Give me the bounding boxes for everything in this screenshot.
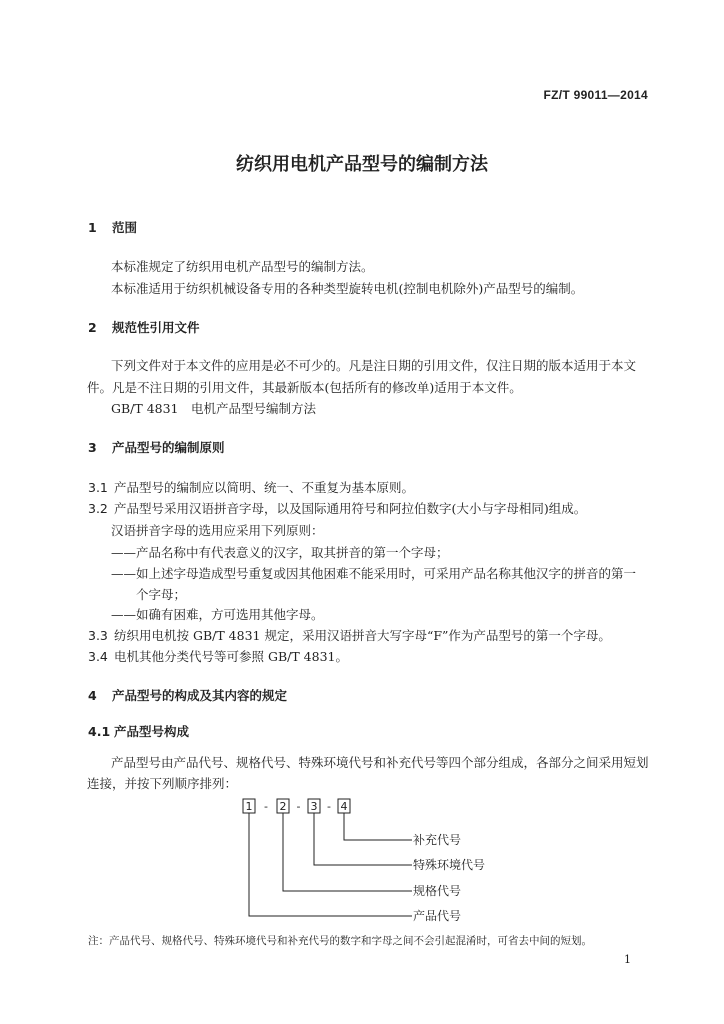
diagram-label-supplementary: 补充代号 — [413, 833, 462, 847]
section-title: 产品型号的编制原则 — [112, 440, 225, 455]
box-label: 3 — [310, 800, 318, 813]
section-number: 3 — [88, 440, 97, 455]
paragraph-line: 件。凡是不注日期的引用文件，其最新版本(包括所有的修改单)适用于本文件。 — [87, 380, 522, 395]
dash-item: ——产品名称中有代表意义的汉字，取其拼音的第一个字母； — [111, 545, 449, 560]
section-title: 产品型号的构成及其内容的规定 — [112, 688, 288, 703]
reference-item: GB/T 4831 电机产品型号编制方法 — [111, 401, 317, 416]
page-title: 纺织用电机产品型号的编制方法 — [236, 154, 488, 175]
box-label: 2 — [279, 800, 287, 813]
section-number: 4 — [88, 688, 97, 703]
clause-text: 产品型号采用汉语拼音字母，以及国际通用符号和阿拉伯数字(大小与字母相同)组成。 — [114, 501, 587, 516]
paragraph: 汉语拼音字母的选用应采用下列原则： — [111, 523, 324, 538]
section-number: 1 — [88, 220, 97, 235]
box-label: 1 — [245, 800, 253, 813]
section-title: 规范性引用文件 — [112, 320, 200, 335]
connector-line — [283, 813, 412, 891]
paragraph-line: 下列文件对于本文件的应用是必不可少的。凡是注日期的引用文件，仅注日期的版本适用于本文 — [111, 358, 637, 373]
clause-number: 3.1 — [88, 480, 108, 495]
dash-item-continuation: 个字母； — [136, 587, 187, 602]
paragraph: 本标准规定了纺织用电机产品型号的编制方法。 — [111, 259, 374, 274]
dash-item: ——如上述字母造成型号重复或因其他困难不能采用时，可采用产品名称其他汉字的拼音的第一 — [111, 566, 637, 581]
clause-number: 3.4 — [88, 649, 108, 664]
note: 注：产品代号、规格代号、特殊环境代号和补充代号的数字和字母之间不会引起混淆时，可省去中间的短划。 — [88, 935, 592, 947]
clause-number: 3.2 — [88, 501, 108, 516]
page-number: 1 — [624, 953, 631, 966]
diagram-label-product: 产品代号 — [413, 909, 462, 923]
diagram-label-specification: 规格代号 — [413, 884, 462, 898]
section-title: 范围 — [112, 220, 138, 235]
dash-item: ——如确有困难，方可选用其他字母。 — [111, 607, 324, 622]
dash-separator: - — [296, 800, 301, 813]
clause-text: 产品型号的编制应以简明、统一、不重复为基本原则。 — [114, 480, 415, 495]
section-number: 4.1 — [88, 724, 111, 739]
paragraph-line: 产品型号由产品代号、规格代号、特殊环境代号和补充代号等四个部分组成，各部分之间采用短划 — [111, 755, 649, 770]
clause-text: 电机其他分类代号等可参照 GB/T 4831。 — [114, 649, 348, 664]
clause-text: 纺织用电机按 GB/T 4831 规定，采用汉语拼音大写字母“F”作为产品型号的第一个字母。 — [114, 628, 611, 643]
paragraph: 本标准适用于纺织机械设备专用的各种类型旋转电机(控制电机除外)产品型号的编制。 — [111, 281, 584, 296]
paragraph-line: 连接，并按下列顺序排列： — [87, 776, 238, 791]
box-label: 4 — [340, 800, 348, 813]
dash-separator: - — [264, 800, 268, 813]
standard-number: FZ/T 99011—2014 — [543, 88, 648, 102]
section-title: 产品型号构成 — [114, 724, 190, 739]
diagram-label-special-environment: 特殊环境代号 — [413, 858, 486, 872]
section-number: 2 — [88, 320, 97, 335]
dash-separator: - — [327, 800, 331, 813]
connector-line — [314, 813, 412, 865]
connector-line — [344, 813, 412, 840]
clause-number: 3.3 — [88, 628, 108, 643]
